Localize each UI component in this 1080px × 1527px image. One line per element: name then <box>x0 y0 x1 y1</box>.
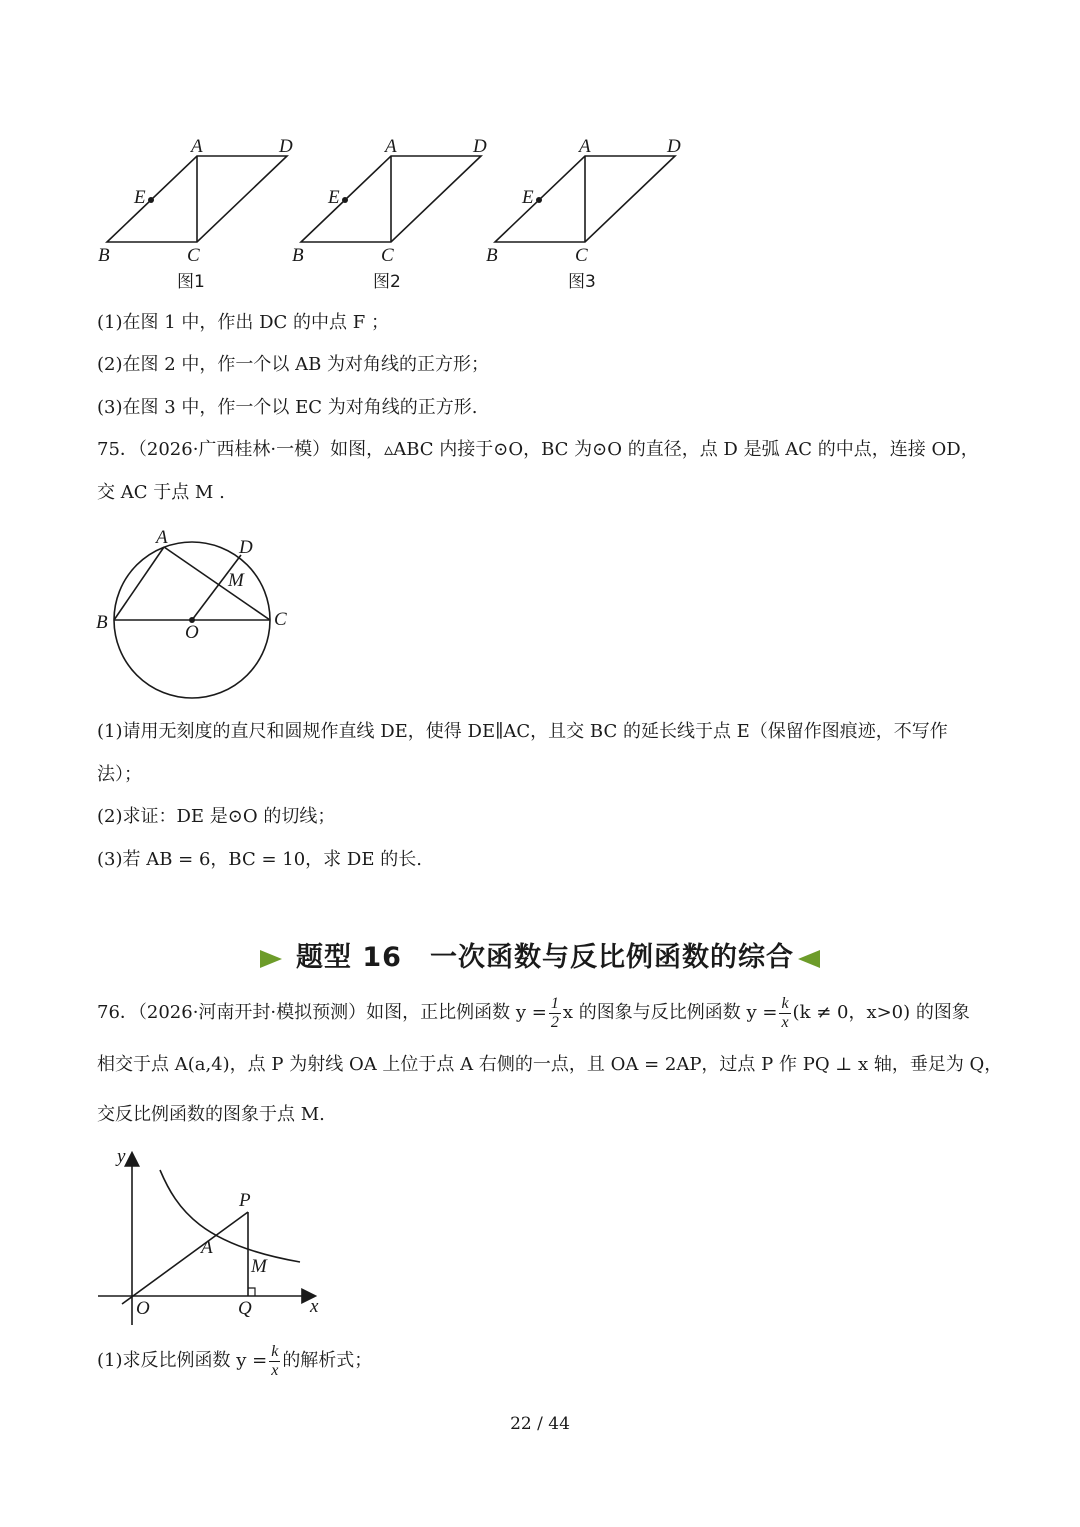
graph-label-y: y <box>117 1146 126 1167</box>
problem75-question-3: (3)若 AB = 6，BC = 10，求 DE 的长. <box>97 849 422 870</box>
stem-part-b: x 的图象与反比例函数 y = <box>562 1002 778 1023</box>
problem75-question-1-line2: 法）； <box>97 764 142 785</box>
fig1-label-A: A <box>191 136 203 157</box>
right-arrow-icon <box>260 950 282 968</box>
graph-label-x: x <box>310 1296 319 1317</box>
stem-part-a: 76．（2026·河南开封·模拟预测）如图，正比例函数 y = <box>97 1002 547 1023</box>
circle-label-A: A <box>156 527 168 548</box>
section-title: 题型 16 一次函数与反比例函数的综合 <box>296 942 794 973</box>
fig2-label-A: A <box>385 136 397 157</box>
problem75-stem-line1: 75．（2026·广西桂林·一模）如图，▵ABC 内接于⊙O，BC 为⊙O 的直径，点 D 是弧 AC 的中点，连接 OD， <box>97 439 979 460</box>
left-arrow-icon <box>798 950 820 968</box>
q1-part-b: 的解析式； <box>282 1350 373 1371</box>
problem76-graph-figure <box>92 1140 342 1330</box>
page-number: 22 / 44 <box>510 1414 570 1434</box>
problem76-stem-line3: 交反比例函数的图象于点 M. <box>97 1104 325 1125</box>
problem75-question-1-line1: (1)请用无刻度的直尺和圆规作直线 DE，使得 DE∥AC，且交 BC 的延长线于点 E（保留作图痕迹，不写作 <box>97 721 948 742</box>
problem75-circle-figure <box>92 525 302 705</box>
figure-caption-3: 图3 <box>568 272 596 292</box>
section-heading <box>0 935 1080 974</box>
problem76-question-1 <box>97 1341 372 1381</box>
figure-caption-1: 图1 <box>177 272 205 292</box>
circle-label-D: D <box>239 537 253 558</box>
fig2-label-E: E <box>328 187 340 208</box>
graph-label-M: M <box>251 1256 267 1277</box>
fig1-label-B: B <box>98 245 110 266</box>
problem75-stem-line2: 交 AC 于点 M . <box>97 482 225 503</box>
stem-part-c: (k ≠ 0，x>0) 的图象 <box>792 1002 970 1023</box>
fig3-label-C: C <box>575 245 588 266</box>
circle-label-B: B <box>96 612 108 633</box>
problem76-stem-line1 <box>97 993 970 1033</box>
fraction-one-half <box>549 995 561 1032</box>
fraction-q1-k-over-x <box>269 1343 280 1380</box>
q1-part-a: (1)求反比例函数 y = <box>97 1350 268 1371</box>
frac1-denominator: 2 <box>550 1013 559 1031</box>
problem76-stem-line2: 相交于点 A(a,4)，点 P 为射线 OA 上位于点 A 右侧的一点，且 OA = 2AP，过点 P 作 PQ ⊥ x 轴，垂足为 Q， <box>97 1054 1003 1075</box>
circle-label-O: O <box>185 622 199 643</box>
graph-label-O: O <box>136 1298 150 1319</box>
parallelogram-figures <box>90 135 710 295</box>
part1-question-2: (2)在图 2 中，作一个以 AB 为对角线的正方形； <box>97 354 490 375</box>
frac2-denominator: x <box>781 1013 789 1031</box>
part1-question-3: (3)在图 3 中，作一个以 EC 为对角线的正方形. <box>97 397 478 418</box>
fig3-label-E: E <box>522 187 534 208</box>
circle-label-M: M <box>228 570 244 591</box>
graph-label-Q: Q <box>238 1298 252 1319</box>
fig1-label-E: E <box>134 187 146 208</box>
graph-label-P: P <box>239 1190 251 1211</box>
fig1-label-D: D <box>279 136 293 157</box>
fig3-label-B: B <box>486 245 498 266</box>
frac1-numerator: 1 <box>550 994 559 1012</box>
fig2-label-B: B <box>292 245 304 266</box>
part1-question-1: (1)在图 1 中，作出 DC 的中点 F ； <box>97 312 389 333</box>
graph-label-A: A <box>201 1237 213 1258</box>
circle-label-C: C <box>274 609 287 630</box>
fig2-label-C: C <box>381 245 394 266</box>
q1-frac-denominator: x <box>271 1361 279 1379</box>
fig1-label-C: C <box>187 245 200 266</box>
figure-caption-2: 图2 <box>373 272 401 292</box>
problem75-question-2: (2)求证：DE 是⊙O 的切线； <box>97 806 336 827</box>
fig3-label-D: D <box>667 136 681 157</box>
fraction-k-over-x <box>779 995 790 1032</box>
q1-frac-numerator: k <box>271 1342 279 1360</box>
fig3-label-A: A <box>579 136 591 157</box>
frac2-numerator: k <box>781 994 789 1012</box>
fig2-label-D: D <box>473 136 487 157</box>
